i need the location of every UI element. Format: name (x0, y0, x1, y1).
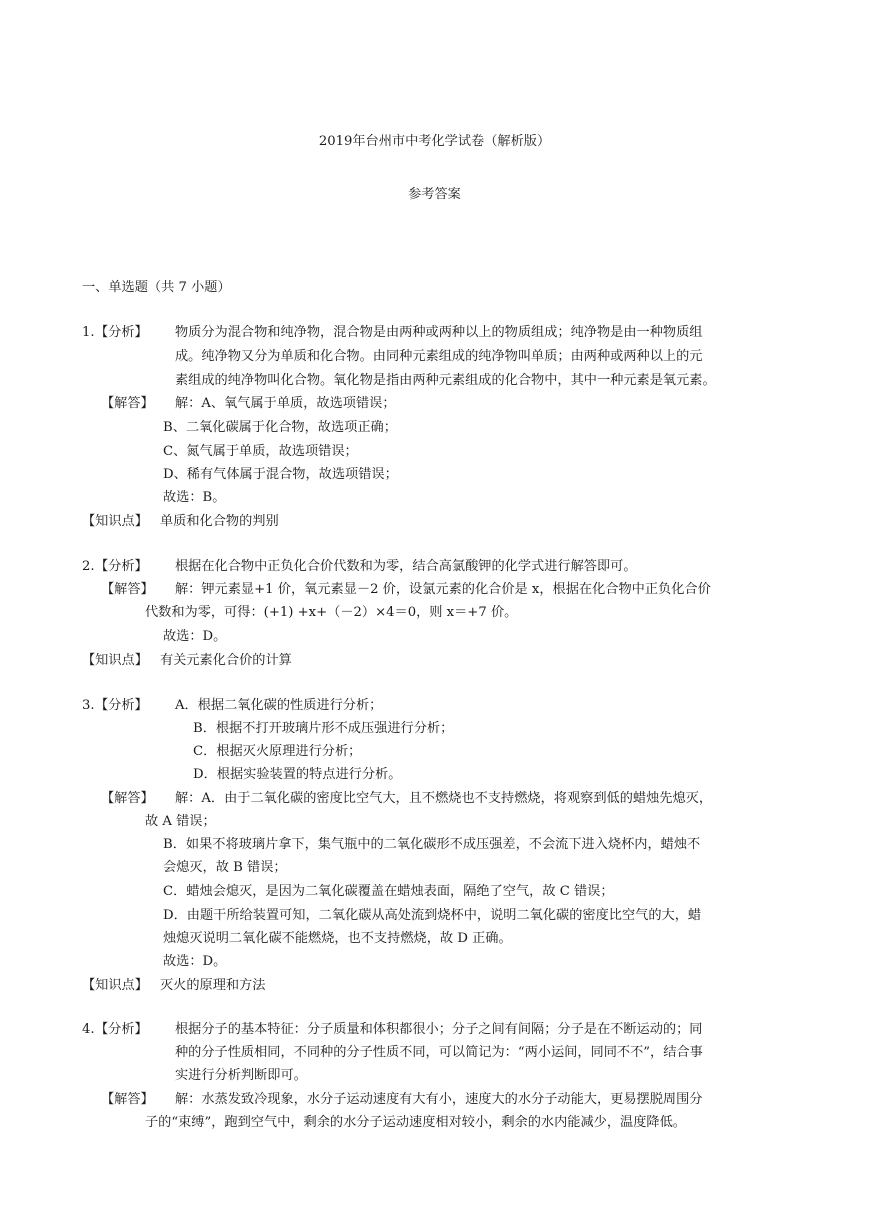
answer-line: 解：A．由于二氧化碳的密度比空气大，且不燃烧也不支持燃烧，将观察到低的蜡烛先熄灭， (175, 791, 713, 806)
answer-line: C．蜡烛会熄灭，是因为二氧化碳覆盖在蜡烛表面，隔绝了空气，故 C 错误； (163, 884, 614, 899)
answer-line: D．由题干所给装置可知，二氧化碳从高处流到烧杯中，说明二氧化碳的密度比空气的大，蜡 (163, 908, 702, 923)
analysis-line: 种的分子性质相同，不同种的分子性质不同，可以简记为：“两小运间，同同不不”，结合事 (175, 1045, 703, 1060)
answer-tag: 【解答】 (101, 1092, 154, 1107)
answer-line: B．如果不将玻璃片拿下，集气瓶中的二氧化碳形不成压强差，不会流下进入烧杯内，蜡烛不 (163, 837, 701, 852)
answer-line: 故选：B。 (163, 490, 226, 505)
question-number: 3. (82, 698, 95, 713)
answer-line: 解：A、氧气属于单质，故选项错误； (175, 396, 396, 411)
analysis-line: B．根据不打开玻璃片形不成压强进行分析； (193, 721, 454, 736)
analysis-line: A．根据二氧化碳的性质进行分析； (175, 698, 383, 713)
analysis-tag: 【分析】 (95, 559, 148, 574)
answer-tag: 【解答】 (101, 791, 154, 806)
answer-line: 代数和为零，可得：(+1) +x+（－2）×4＝0，则 x＝+7 价。 (145, 605, 518, 620)
analysis-line: C．根据灭火原理进行分析； (193, 744, 362, 759)
analysis-tag: 【分析】 (95, 1022, 148, 1037)
answer-line: D、稀有气体属于混合物，故选项错误； (163, 467, 398, 482)
page-subtitle: 参考答案 (408, 187, 461, 202)
answer-line: 烛熄灭说明二氧化碳不能燃烧，也不支持燃烧，故 D 正确。 (163, 931, 512, 946)
analysis-tag: 【分析】 (95, 698, 148, 713)
analysis-line: D．根据实验装置的特点进行分析。 (193, 767, 402, 782)
analysis-line: 实进行分析判断即可。 (175, 1068, 307, 1083)
knowledge-point-tag: 【知识点】 (82, 978, 148, 993)
knowledge-point-tag: 【知识点】 (82, 514, 148, 529)
answer-line: 故选：D。 (163, 629, 227, 644)
answer-line: 故 A 错误； (145, 814, 216, 829)
page-title: 2019年台州市中考化学试卷（解析版） (318, 134, 551, 149)
analysis-line: 成。纯净物又分为单质和化合物。由同种元素组成的纯净物叫单质；由两种或两种以上的元 (175, 349, 703, 364)
analysis-line: 物质分为混合物和纯净物，混合物是由两种或两种以上的物质组成；纯净物是由一种物质组 (175, 325, 703, 340)
section-heading: 一、单选题（共 7 小题） (82, 280, 231, 295)
knowledge-point: 单质和化合物的判别 (160, 514, 279, 529)
knowledge-point-tag: 【知识点】 (82, 653, 148, 668)
answer-line: B、二氧化碳属于化合物，故选项正确； (163, 420, 397, 435)
answer-line: 解：水蒸发致冷现象，水分子运动速度有大有小，速度大的水分子动能大，更易摆脱周围分 (175, 1092, 703, 1107)
knowledge-point: 灭火的原理和方法 (160, 978, 266, 993)
analysis-line: 根据分子的基本特征：分子质量和体积都很小；分子之间有间隔；分子是在不断运动的；同 (175, 1022, 703, 1037)
answer-tag: 【解答】 (101, 582, 154, 597)
answer-line: 解：钾元素显+1 价，氧元素显－2 价，设氯元素的化合价是 x，根据在化合物中正负化合价 (175, 582, 711, 597)
answer-line: 会熄灭，故 B 错误； (163, 860, 287, 875)
analysis-tag: 【分析】 (95, 325, 148, 340)
knowledge-point: 有关元素化合价的计算 (160, 653, 292, 668)
question-number: 4. (82, 1022, 95, 1037)
answer-line: 子的“束缚”，跑到空气中，剩余的水分子运动速度相对较小，剩余的水内能减少，温度降低。 (145, 1115, 686, 1130)
answer-line: C、氮气属于单质，故选项错误； (163, 444, 358, 459)
answer-tag: 【解答】 (101, 396, 154, 411)
answer-line: 故选：D。 (163, 954, 227, 969)
question-number: 1. (82, 325, 95, 340)
question-number: 2. (82, 559, 95, 574)
analysis-line: 素组成的纯净物叫化合物。氧化物是指由两种元素组成的化合物中，其中一种元素是氧元素。 (175, 373, 716, 388)
analysis-line: 根据在化合物中正负化合价代数和为零，结合高氯酸钾的化学式进行解答即可。 (175, 559, 637, 574)
